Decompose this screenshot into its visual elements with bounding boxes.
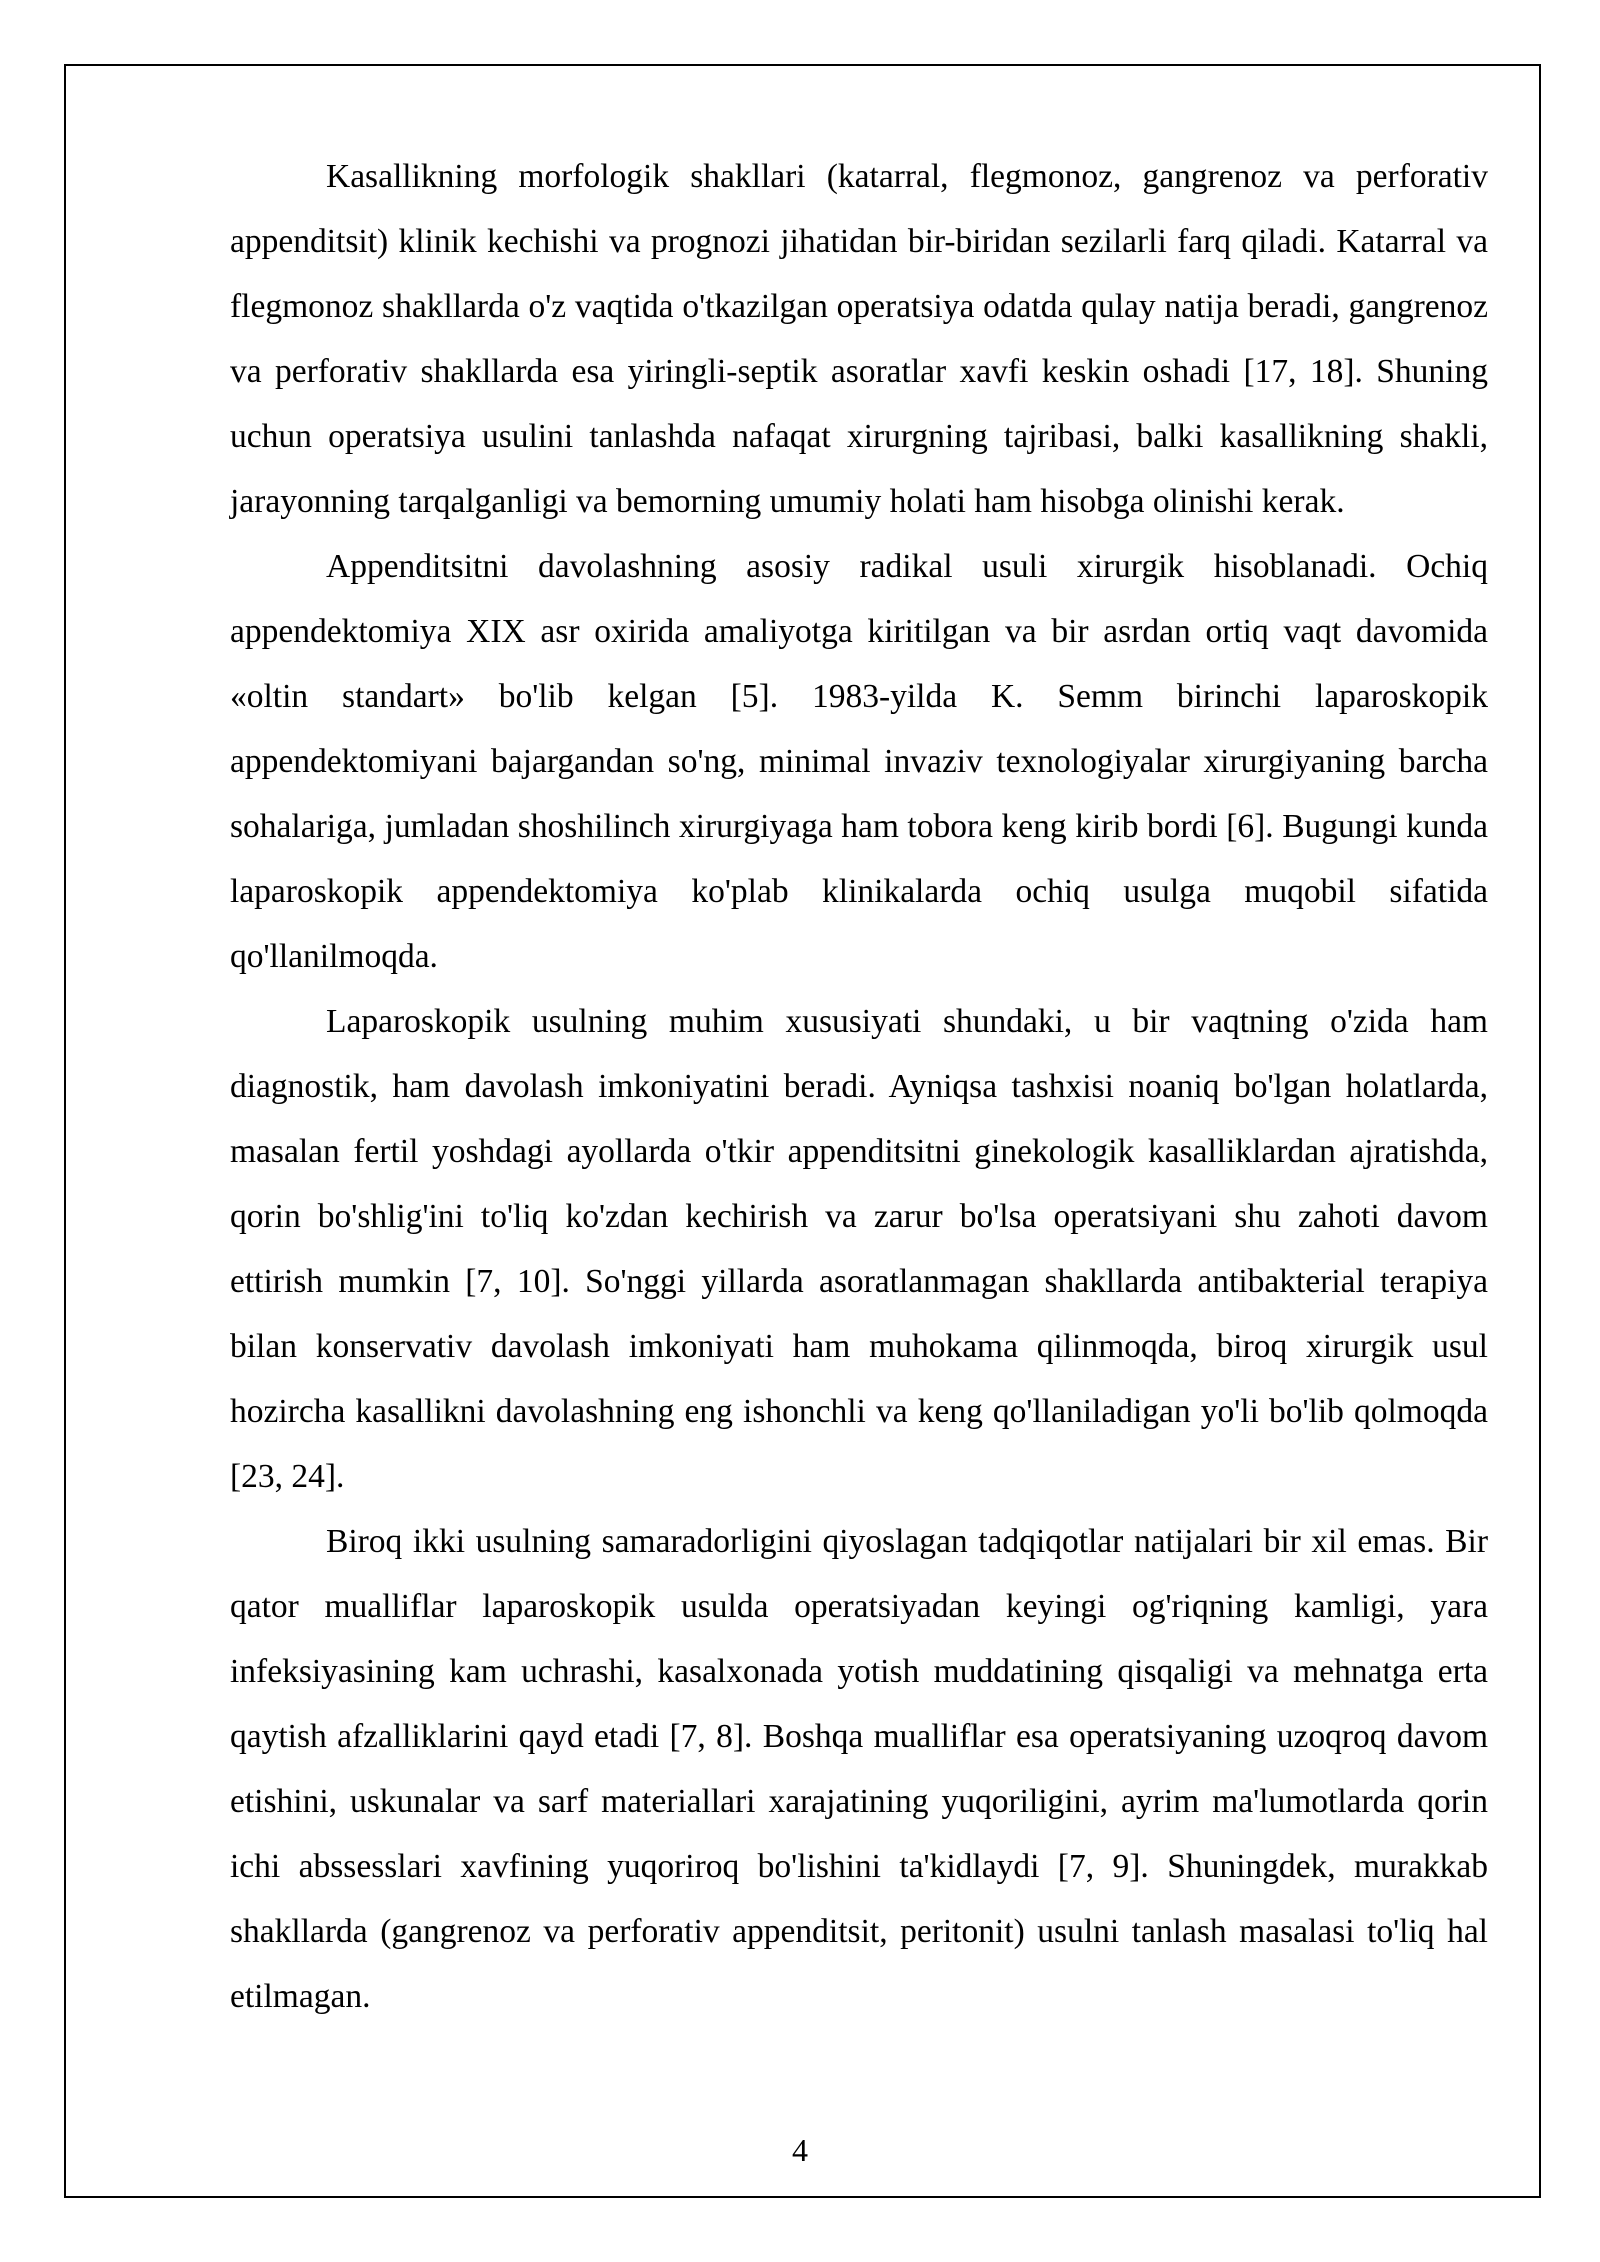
document-body [230, 144, 1488, 2029]
paragraph-1: Kasallikning morfologik shakllari (katarral, flegmonoz, gangrenoz va perforativ appenditsit) klinik kechishi va prognozi jihatidan bir-biridan sezilarli farq qiladi. Katarral va flegmonoz shakllarda o'z vaqtida o'tkazilgan operatsiya odatda qulay natija beradi, gangrenoz va perforativ shakllarda esa yiringli-septik asoratlar xavfi keskin oshadi [17, 18]. Shuning uchun operatsiya usulini tanlashda nafaqat xirurgning tajribasi, balki kasallikning shakli, jarayonning tarqalganligi va bemorning umumiy holati ham hisobga olinishi kerak. [230, 158, 1488, 520]
paragraph-4: Biroq ikki usulning samaradorligini qiyoslagan tadqiqotlar natijalari bir xil emas. Bir qator mualliflar laparoskopik usulda operatsiyadan keyingi og'riqning kamligi, yara infeksiyasining kam uchrashi, kasalxonada yotish muddatining qisqaligi va mehnatga erta qaytish afzalliklarini qayd etadi [7, 8]. Boshqa mualliflar esa operatsiyaning uzoqroq davom etishini, uskunalar va sarf materiallari xarajatining yuqoriligini, ayrim ma'lumotlarda qorin ichi abssesslari xavfining yuqoriroq bo'lishini ta'kidlaydi [7, 9]. Shuningdek, murakkab shakllarda (gangrenoz va perforativ appenditsit, peritonit) usulni tanlash masalasi to'liq hal etilmagan. [230, 1523, 1488, 2015]
paragraph-2: Appenditsitni davolashning asosiy radikal usuli xirurgik hisoblanadi. Ochiq appendektomiya XIX asr oxirida amaliyotga kiritilgan va bir asrdan ortiq vaqt davomida «oltin standart» bo'lib kelgan [5]. 1983-yilda K. Semm birinchi laparoskopik appendektomiyani bajargandan so'ng, minimal invaziv texnologiyalar xirurgiyaning barcha sohalariga, jumladan shoshilinch xirurgiyaga ham tobora keng kirib bordi [6]. Bugungi kunda laparoskopik appendektomiya ko'plab klinikalarda ochiq usulga muqobil sifatida qo'llanilmoqda. [230, 548, 1488, 975]
page-number: 4 [792, 2132, 808, 2168]
paragraph-3: Laparoskopik usulning muhim xususiyati shundaki, u bir vaqtning o'zida ham diagnostik, ham davolash imkoniyatini beradi. Ayniqsa tashxisi noaniq bo'lgan holatlarda, masalan fertil yoshdagi ayollarda o'tkir appenditsitni ginekologik kasalliklardan ajratishda, qorin bo'shlig'ini to'liq ko'zdan kechirish va zarur bo'lsa operatsiyani shu zahoti davom ettirish mumkin [7, 10]. So'nggi yillarda asoratlanmagan shakllarda antibakterial terapiya bilan konservativ davolash imkoniyati ham muhokama qilinmoqda, biroq xirurgik usul hozircha kasallikni davolashning eng ishonchli va keng qo'llaniladigan yo'li bo'lib qolmoqda [23, 24]. [230, 1003, 1488, 1495]
